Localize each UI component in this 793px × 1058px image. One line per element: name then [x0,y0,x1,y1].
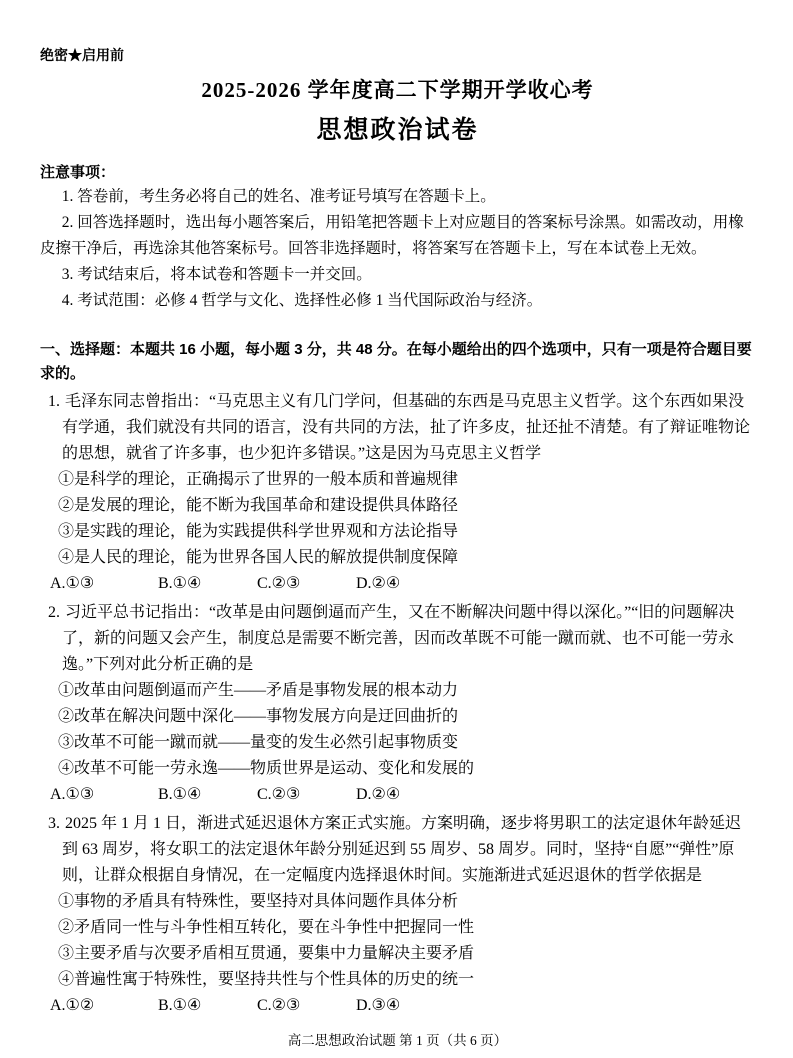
statement-3: ③主要矛盾与次要矛盾相互贯通，要集中力量解决主要矛盾 [58,945,475,962]
statement-1: ①是科学的理论，正确揭示了世界的一般本质和普遍规律 [58,471,459,488]
exam-subtitle: 思想政治试卷 [316,117,479,144]
option-d: D.②④ [356,575,401,592]
question-stem [40,811,755,889]
option-d: D.③④ [356,997,401,1014]
question-stem-text: 2025 年 1 月 1 日，渐进式延迟退休方案正式实施。方案明确，逐步将男职工的法定退休年龄延迟到 63 周岁，将女职工的法定退休年龄分别延迟到 55 周岁、58 周岁。同时，坚持“自愿”“弹性”原则，让群众根据自身情况，在一定幅度内选择退休时间。实施渐进式延迟退休的哲学依据是 [62,815,742,884]
statement-2: ②是发展的理论，能不断为我国革命和建设提供具体路径 [58,497,459,514]
notice-heading: 注意事项： [40,164,116,181]
statement-3: ③是实践的理论，能为实践提供科学世界观和方法论指导 [58,523,459,540]
question-number: 3. [48,815,60,832]
question-stem-text: 毛泽东同志曾指出：“马克思主义有几门学问，但基础的东西是马克思主义哲学。这个东西如果没有学通，我们就没有共同的语言，没有共同的方法，扯了许多皮，扯还扯不清楚。有了辩证唯物论的思想，就省了许多事，也少犯许多错误。”这是因为马克思主义哲学 [62,393,751,462]
options-row [50,993,755,1019]
secrecy-label: 绝密★启用前 [40,47,124,63]
statement-2: ②矛盾同一性与斗争性相互转化，要在斗争性中把握同一性 [58,919,475,936]
option-d: D.②④ [356,786,401,803]
question-stem [40,389,755,467]
question-stem-text: 习近平总书记指出：“改革是由问题倒逼而产生，又在不断解决问题中得以深化。”“旧的问题解决了，新的问题又会产生，制度总是需要不断完善，因而改革既不可能一蹴而就、也不可能一劳永逸。”下列对此分析正确的是 [62,604,735,673]
statement-1: ①事物的矛盾具有特殊性，要坚持对具体问题作具体分析 [58,893,459,910]
question-number: 1. [48,393,60,410]
notice-item-3: 3. 考试结束后，将本试卷和答题卡一并交回。 [61,266,372,283]
notice-item-4: 4. 考试范围：必修 4 哲学与文化、选择性必修 1 当代国际政治与经济。 [61,292,543,309]
section-one-heading: 一、选择题：本题共 16 小题，每小题 3 分，共 48 分。在每小题给出的四个选项中，只有一项是符合题目要求的。 [40,341,752,382]
question-number: 2. [48,604,60,621]
options-row [50,782,755,808]
statement-2: ②改革在解决问题中深化——事物发展方向是迂回曲折的 [58,708,459,725]
option-c: C.②③ [257,997,301,1014]
exam-title: 2025-2026 学年度高二下学期开学收心考 [201,78,594,102]
statement-4: ④是人民的理论，能为世界各国人民的解放提供制度保障 [58,549,459,566]
option-b: B.①④ [158,786,202,803]
question-3 [40,811,755,1019]
option-a: A.①③ [50,786,95,803]
notice-section [40,162,755,314]
option-a: A.①② [50,997,95,1014]
question-1 [40,389,755,597]
option-b: B.①④ [158,997,202,1014]
option-a: A.①③ [50,575,95,592]
statement-3: ③改革不可能一蹴而就——量变的发生必然引起事物质变 [58,734,459,751]
statement-4: ④普遍性寓于特殊性，要坚持共性与个性具体的历史的统一 [58,971,475,988]
page-footer: 高二思想政治试题 第 1 页（共 6 页） [287,1033,508,1048]
notice-item-1: 1. 答卷前，考生务必将自己的姓名、准考证号填写在答题卡上。 [61,188,496,205]
statement-1: ①改革由问题倒逼而产生——矛盾是事物发展的根本动力 [58,682,459,699]
option-c: C.②③ [257,575,301,592]
statement-4: ④改革不可能一劳永逸——物质世界是运动、变化和发展的 [58,760,475,777]
notice-item-2: 2. 回答选择题时，选出每小题答案后，用铅笔把答题卡上对应题目的答案标号涂黑。如需改动，用橡皮擦干净后，再选涂其他答案标号。回答非选择题时，将答案写在答题卡上，写在本试卷上无效。 [40,214,744,257]
option-b: B.①④ [158,575,202,592]
options-row [50,571,755,597]
option-c: C.②③ [257,786,301,803]
question-stem [40,600,755,678]
question-2 [40,600,755,808]
